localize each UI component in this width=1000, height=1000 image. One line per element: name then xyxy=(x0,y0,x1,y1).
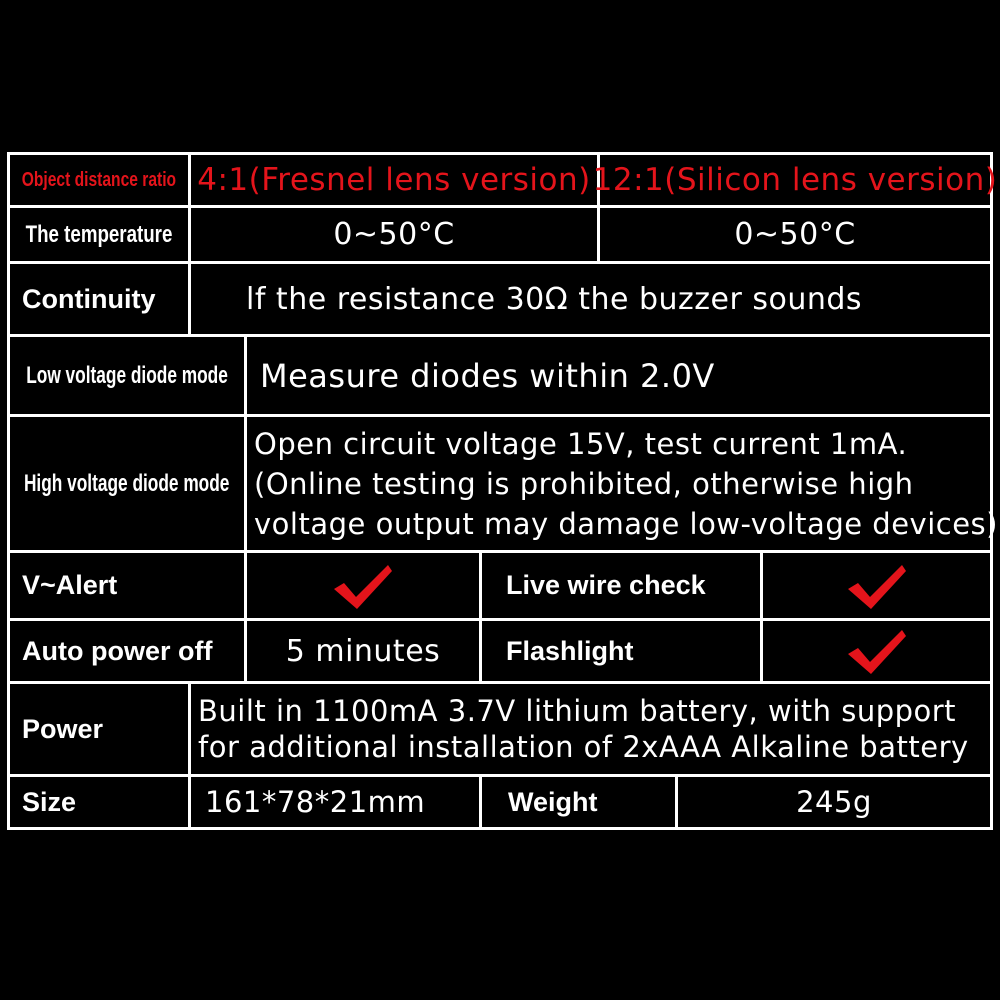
ratio-silicon-cell xyxy=(592,152,998,208)
autopower-value-cell xyxy=(244,618,482,684)
size-label: Size xyxy=(22,786,77,817)
size-value-cell xyxy=(188,774,482,830)
check-icon xyxy=(332,561,394,611)
continuity-value-cell xyxy=(188,261,993,337)
low-diode-label: Low voltage diode mode xyxy=(26,361,228,389)
power-label: Power xyxy=(22,713,104,744)
continuity-label-cell xyxy=(7,261,191,337)
continuity-value: lf the resistance 30Ω the buzzer sounds xyxy=(246,282,863,317)
high-diode-value-cell xyxy=(244,414,998,553)
check-icon xyxy=(846,561,908,611)
temperature-label: The temperature xyxy=(25,220,173,248)
temperature-fresnel-value: 0~50°C xyxy=(333,217,455,252)
size-label-cell xyxy=(7,774,191,830)
high-diode-line-2: (Online testing is prohibited, otherwise high xyxy=(254,466,914,501)
power-label-cell xyxy=(7,681,191,777)
high-diode-label: High voltage diode mode xyxy=(24,469,230,497)
high-diode-line-1: Open circuit voltage 15V, test current 1mA. xyxy=(254,426,908,461)
valert-label-cell xyxy=(7,550,247,621)
live-wire-check-cell xyxy=(760,550,993,621)
valert-check-cell xyxy=(244,550,482,621)
live-wire-label: Live wire check xyxy=(506,570,706,600)
temperature-fresnel-cell xyxy=(188,205,600,264)
low-diode-value: Measure diodes within 2.0V xyxy=(260,356,715,395)
temperature-silicon-cell xyxy=(597,205,993,264)
low-diode-label-cell xyxy=(7,334,247,417)
flashlight-label-cell xyxy=(479,618,763,684)
weight-label: Weight xyxy=(508,786,598,817)
power-value-cell xyxy=(188,681,993,777)
ratio-label: Object distance ratio xyxy=(21,168,177,191)
weight-value-cell xyxy=(675,774,993,830)
flashlight-label: Flashlight xyxy=(506,635,634,666)
live-wire-label-cell xyxy=(479,550,763,621)
high-diode-label-cell xyxy=(7,414,247,553)
size-value: 161*78*21mm xyxy=(205,785,426,819)
continuity-label: Continuity xyxy=(22,283,156,314)
ratio-silicon-value: 12:1(Silicon lens version) xyxy=(592,162,998,198)
ratio-fresnel-cell xyxy=(188,152,600,208)
power-line-1: Built in 1100mA 3.7V lithium battery, with support xyxy=(198,694,957,728)
power-line-2: for additional installation of 2xAAA Alkaline battery xyxy=(198,730,969,764)
low-diode-value-cell xyxy=(244,334,993,417)
autopower-value: 5 minutes xyxy=(285,633,441,669)
ratio-fresnel-value: 4:1(Fresnel lens version) xyxy=(197,162,591,198)
high-diode-line-3: voltage output may damage low-voltage devices) xyxy=(254,506,998,541)
valert-label: V~Alert xyxy=(22,570,118,600)
check-icon xyxy=(846,626,908,676)
weight-label-cell xyxy=(479,774,678,830)
weight-value: 245g xyxy=(796,785,872,819)
temperature-silicon-value: 0~50°C xyxy=(734,217,856,252)
autopower-label: Auto power off xyxy=(22,635,213,666)
flashlight-check-cell xyxy=(760,618,993,684)
temperature-label-cell xyxy=(7,205,191,264)
autopower-label-cell xyxy=(7,618,247,684)
ratio-label-cell xyxy=(7,152,191,208)
